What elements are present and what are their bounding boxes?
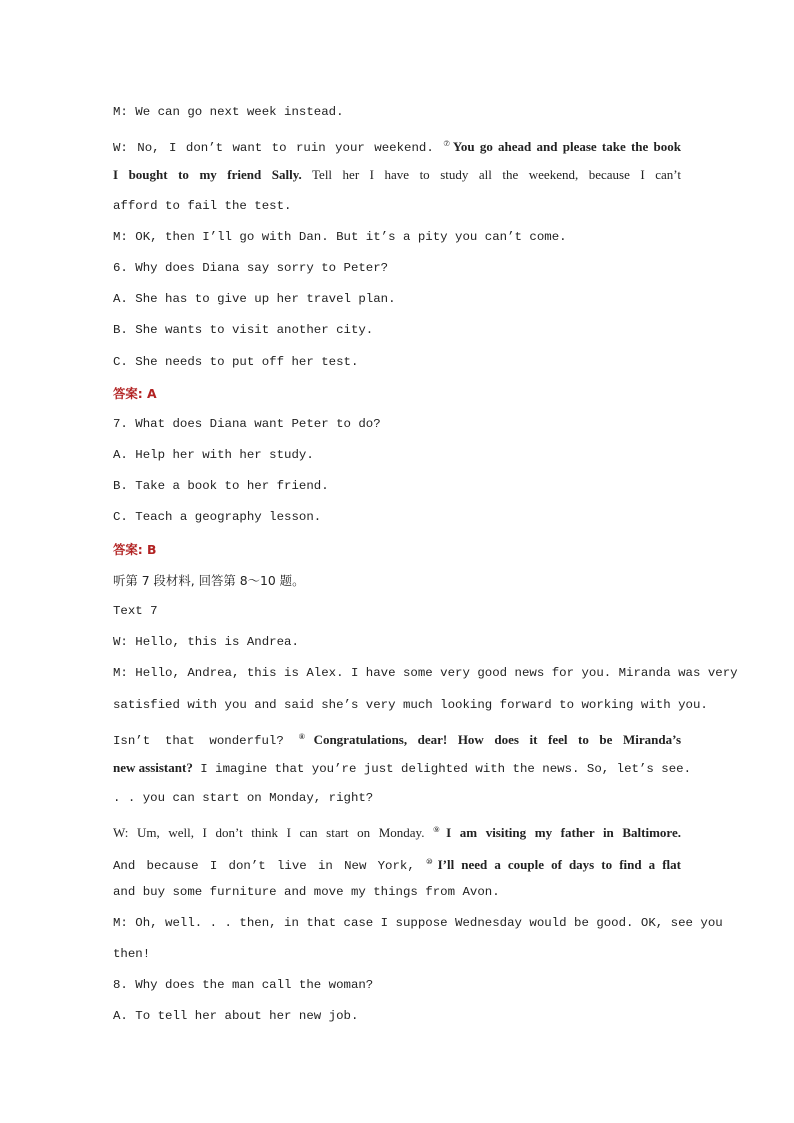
key-sentence: I bought to my friend Sally. [113,167,302,183]
option-a: A. She has to give up her travel plan. [113,292,396,307]
marker-10: ⑩ [426,856,437,866]
question-8: 8. Why does the man call the woman? [113,978,374,993]
dialogue-line: new assistant? I imagine that you’re just delighted with the news. So, let’s see. [113,759,692,776]
marker-7: ⑦ [443,139,452,149]
question-7: 7. What does Diana want Peter to do? [113,416,381,431]
key-sentence: I am visiting my father in Baltimore. [446,825,681,841]
answer-7: 答案: B [113,541,157,557]
dialogue-line: Isn’t that wonderful? ⑧Congratulations, dear! How does it feel to be Miranda’s [113,731,681,748]
dialogue-line: W: Hello, this is Andrea. [113,635,299,650]
dialogue-line: . . you can start on Monday, right? [113,791,374,806]
dialogue-line: satisfied with you and said she’s very much looking forward to working with you. [113,697,708,712]
option-b: B. Take a book to her friend. [113,479,329,494]
key-sentence: I’ll need a couple of days to find a flat [437,856,681,872]
key-sentence: new assistant? [113,759,193,775]
option-c: C. She needs to put off her test. [113,354,359,369]
dialogue-line: and buy some furniture and move my things from Avon. [113,884,500,899]
dialogue-line: I bought to my friend Sally. Tell her I have to study all the weekend, because I can’t [113,167,681,183]
dialogue-line: then! [113,947,151,962]
dialogue-line: M: Oh, well. . . then, in that case I suppose Wednesday would be good. OK, see you [113,915,723,930]
document-page [113,97,738,1033]
dialogue-line: M: OK, then I’ll go with Dan. But it’s a pity you can’t come. [113,229,567,244]
text-heading: Text 7 [113,604,158,618]
section-instruction: 听第 7 段材料, 回答第 8～10 题。 [113,572,305,588]
option-a: A. Help her with her study. [113,448,314,463]
question-6: 6. Why does Diana say sorry to Peter? [113,260,389,275]
marker-8: ⑧ [298,731,313,741]
dialogue-line: W: No, I don’t want to ruin your weekend. ⑦You go ahead and please take the book [113,139,681,156]
option-a: A. To tell her about her new job. [113,1009,359,1024]
dialogue-line: M: We can go next week instead. [113,105,344,119]
marker-9: ⑨ [433,825,446,835]
dialogue-line: W: Um, well, I don’t think I can start on Monday. ⑨I am visiting my father in Baltimore. [113,825,681,841]
dialogue-line: M: Hello, Andrea, this is Alex. I have some very good news for you. Miranda was very [113,666,738,681]
key-sentence: Congratulations, dear! How does it feel to be Miranda’s [313,731,681,747]
dialogue-line: afford to fail the test. [113,198,292,213]
dialogue-line: And because I don’t live in New York, ⑩I’ll need a couple of days to find a flat [113,856,681,873]
option-b: B. She wants to visit another city. [113,323,374,338]
answer-6: 答案: A [113,385,157,401]
key-sentence: You go ahead and please take the book [452,139,681,155]
option-c: C. Teach a geography lesson. [113,510,322,525]
